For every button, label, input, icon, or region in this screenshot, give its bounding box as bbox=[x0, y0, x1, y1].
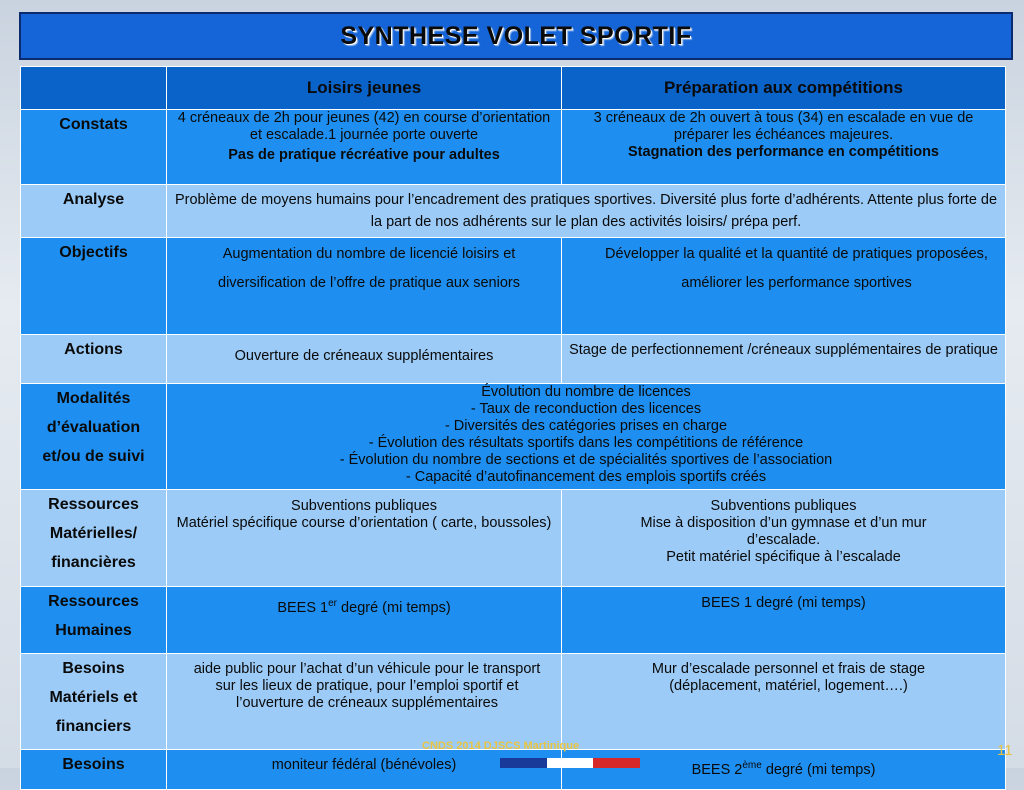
header-preparation: Préparation aux compétitions bbox=[562, 67, 1006, 110]
bh-prepa-pre: BEES 2 bbox=[691, 761, 743, 778]
modalites-item: - Capacité d’autofinancement des emplois sportifs créés bbox=[405, 469, 767, 485]
constats-loisirs bbox=[167, 110, 562, 185]
footer-logo bbox=[500, 758, 640, 768]
ressources-humaines-preparation: BEES 1 degré (mi temps) bbox=[562, 587, 1006, 654]
ressources-materielles-loisirs bbox=[167, 490, 562, 587]
row-analyse bbox=[21, 185, 1006, 238]
actions-preparation: Stage de perfectionnement /créneaux supplémentaires de pratique bbox=[562, 335, 1006, 384]
modalites-item: - Diversités des catégories prises en charge bbox=[444, 418, 728, 434]
rm-prepa-line3: Petit matériel spécifique à l’escalade bbox=[666, 549, 901, 565]
label-analyse: Analyse bbox=[21, 185, 167, 238]
rm-prepa-line2: Mise à disposition d’un gymnase et d’un mur d’escalade. bbox=[640, 515, 927, 548]
row-constats bbox=[21, 110, 1006, 185]
row-ressources-humaines bbox=[21, 587, 1006, 654]
constats-preparation-highlight: Stagnation des performance en compétitions bbox=[628, 144, 939, 160]
label-rm-2: Matérielles/ bbox=[49, 525, 138, 542]
modalites-item: Évolution du nombre de licences bbox=[481, 384, 691, 400]
label-bm-3: financiers bbox=[55, 718, 132, 735]
label-rh-1: Ressources bbox=[48, 593, 139, 610]
besoins-humains-loisirs: moniteur fédéral (bénévoles) bbox=[167, 750, 562, 790]
label-modalites bbox=[21, 384, 167, 490]
modalites-item: - Taux de reconduction des licences bbox=[470, 401, 702, 417]
row-modalites bbox=[21, 384, 1006, 490]
label-actions: Actions bbox=[21, 335, 167, 384]
label-bm-2: Matériels et bbox=[49, 689, 138, 706]
besoins-humains-preparation bbox=[562, 750, 1006, 790]
slide-title-box bbox=[19, 12, 1013, 60]
modalites-item: - Évolution du nombre de sections et de spécialités sportives de l’association bbox=[339, 452, 833, 468]
label-bm-1: Besoins bbox=[62, 660, 125, 677]
label-modalites-1: Modalités bbox=[56, 390, 131, 407]
ressources-materielles-preparation bbox=[562, 490, 1006, 587]
row-besoins-humains bbox=[21, 750, 1006, 790]
page-number: 11 bbox=[997, 742, 1013, 759]
label-besoins-humains: Besoins bbox=[21, 750, 167, 790]
objectifs-preparation: Développer la qualité et la quantité de pratiques proposées, améliorer les performance sportives bbox=[562, 238, 1006, 335]
label-modalites-3: et/ou de suivi bbox=[42, 448, 145, 465]
row-besoins-materiels bbox=[21, 654, 1006, 750]
constats-loisirs-highlight: Pas de pratique récréative pour adultes bbox=[228, 147, 500, 163]
header-empty-cell bbox=[21, 67, 167, 110]
label-besoins-materiels bbox=[21, 654, 167, 750]
header-loisirs: Loisirs jeunes bbox=[167, 67, 562, 110]
constats-preparation bbox=[562, 110, 1006, 185]
rm-loisirs-line2: Matériel spécifique course d’orientation ( carte, boussoles) bbox=[176, 515, 552, 531]
rm-loisirs-line1: Subventions publiques bbox=[291, 498, 437, 514]
rm-prepa-line1: Subventions publiques bbox=[710, 498, 857, 514]
modalites-item: - Évolution des résultats sportifs dans les compétitions de référence bbox=[368, 435, 804, 451]
label-rm-1: Ressources bbox=[48, 496, 139, 513]
label-ressources-humaines bbox=[21, 587, 167, 654]
ressources-humaines-loisirs bbox=[167, 587, 562, 654]
constats-loisirs-text: 4 créneaux de 2h pour jeunes (42) en course d’orientation et escalade.1 journée porte ouverte bbox=[177, 110, 551, 143]
label-rm-3: financières bbox=[51, 554, 136, 571]
label-constats: Constats bbox=[21, 110, 167, 185]
bh-prepa-sup: ème bbox=[742, 760, 762, 771]
table-header-row bbox=[21, 67, 1006, 110]
row-objectifs bbox=[21, 238, 1006, 335]
label-ressources-materielles bbox=[21, 490, 167, 587]
actions-loisirs: Ouverture de créneaux supplémentaires bbox=[167, 335, 562, 384]
rh-loisirs-sup: er bbox=[328, 598, 338, 609]
slide-title: SYNTHESE VOLET SPORTIF bbox=[340, 21, 692, 50]
besoins-materiels-loisirs: aide public pour l’achat d’un véhicule pour le transport sur les lieux de pratique, pour l’emploi sportif et l’ouverture de créneaux supplémentaires bbox=[167, 654, 562, 750]
label-rh-2: Humaines bbox=[55, 622, 132, 639]
synthesis-table bbox=[20, 66, 1006, 790]
label-objectifs: Objectifs bbox=[21, 238, 167, 335]
bh-prepa-post: degré (mi temps) bbox=[761, 761, 876, 778]
label-modalites-2: d’évaluation bbox=[46, 419, 141, 436]
constats-preparation-text: 3 créneaux de 2h ouvert à tous (34) en escalade en vue de préparer les échéances majeures. bbox=[593, 110, 974, 143]
rh-loisirs-post: degré (mi temps) bbox=[337, 599, 451, 616]
row-actions bbox=[21, 335, 1006, 384]
objectifs-loisirs: Augmentation du nombre de licencié loisirs et diversification de l’offre de pratique aux seniors bbox=[167, 238, 562, 335]
rh-loisirs-pre: BEES 1 bbox=[277, 599, 329, 616]
footer-text: CNDS 2014 DJSCS Martinique bbox=[422, 740, 580, 752]
row-ressources-materielles bbox=[21, 490, 1006, 587]
analyse-text: Problème de moyens humains pour l’encadrement des pratiques sportives. Diversité plus forte d’adhérents. Attente plus forte de la part de nos adhérents sur le plan des activités loisirs/ prépa perf. bbox=[167, 185, 1006, 238]
modalites-list bbox=[167, 384, 1006, 490]
besoins-materiels-preparation: Mur d’escalade personnel et frais de stage (déplacement, matériel, logement….) bbox=[562, 654, 1006, 750]
